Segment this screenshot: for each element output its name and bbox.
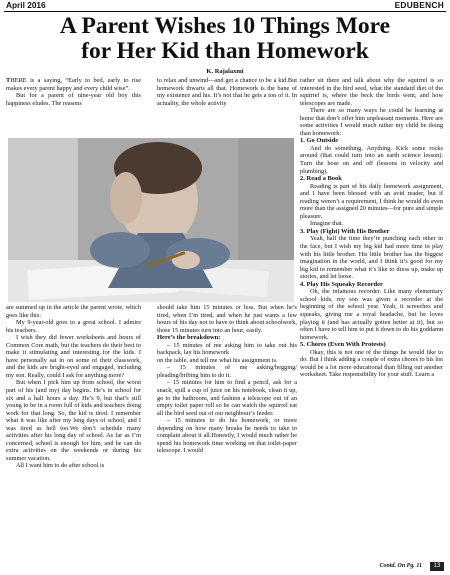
section-heading: 3. Play (Fight) With His Brother — [300, 227, 390, 235]
continued-note: Contd. On Pg. 11 — [379, 563, 422, 569]
paragraph: But for a parent of nine-year old boy this happiness eludes. The reasons — [6, 92, 141, 107]
paragraph: There are so many ways he could be learning at home that don’t offer him unpleasant moments. Here are some activities I would much rather my child be doing than homework: — [300, 107, 443, 137]
paragraph: – 15 minutes of me asking him to take out his backpack, lay his homework — [157, 341, 297, 357]
paragraph: Reading is part of his daily homework assignment, and I have been blessed with an avid reader, but if reading weren’t a requirement, I think he would do even more than the assigned 20 minutes—for pure and simple pleasure. — [300, 182, 443, 220]
column-1-bottom — [6, 304, 141, 570]
section-heading: 5. Chores (Even With Protests) — [300, 341, 386, 349]
page-number: 13 — [430, 562, 444, 571]
publication-name: EDUBENCH — [394, 0, 444, 10]
article-photo-boy-at-homework — [8, 138, 294, 302]
paragraph: But when I pick him up from school, the worst part of his (and my) day begins. He’s in school for six and a half hours a day. He’s 9, but that’s still young to be in a room full of kids and teachers doing work for that long. So, the kid is tired. I remember what it was like after my long days of school, and I was tired as hell too.We don’t schedule many activities after his long day of school. As far as I’m concerned, school is enough for him, and he can do extra activities on the weekends or during his summer vacation. — [6, 379, 141, 462]
paragraph: Yeah, half the time they’re punching each other in the face, but I wish my big kid had more time to play with his little brother. His little brother has the biggest imagination in the world, and I think it’s good for my big kid to remember what it’s like to dress up, make up stories, and let loose. — [300, 235, 443, 281]
paragraph: All I want him to do after school is — [16, 462, 105, 470]
headline-line-2: for Her Kid than Homework — [81, 38, 369, 64]
paragraph: THERE is a saying, “Early to bed, early to rise makes every parent happy and every child wise”. — [6, 77, 141, 92]
column-1-top — [6, 77, 141, 135]
headline-line-1: A Parent Wishes 10 Things More — [59, 13, 391, 39]
paragraph: I wish they did fewer worksheets and hours of Common Core math, but the teachers do their best to make it stimulating and interesting for the kids. I have personally sat in on some of their classwork, and the kids are bright-eyed and engaged, including my son. Really, could I ask for anything more? — [6, 334, 141, 379]
column-2-bottom — [157, 304, 297, 570]
paragraph: should take him 15 minutes or less. But when he’s tired, when I’m tired, and when he just wants a few hours of his day not to have to think about schoolwork, those 15 minutes turn into an hour, easily. — [157, 304, 297, 334]
section-heading: 4. Play His Squeaky Recorder — [300, 280, 383, 288]
paragraph: And do something. Anything. Kick some rocks around (that could turn into an earth science lesson). Turn the hose on and off (lessons in velocity and plumbing). — [300, 144, 443, 175]
section-heading: 1. Go Outside — [300, 137, 339, 145]
paragraph: are summed up in the article the parent wrote, which goes like this: — [6, 304, 141, 319]
paragraph: Imagine that. — [310, 220, 344, 228]
paragraph: My 9-year-old goes to a great school. I admire his teachers. — [6, 319, 141, 334]
paragraph: Oh, the infamous recorder. Like many elementary school kids, my son was given a recorder at the beginning of the school year. Yeah, it screeches and squeaks, giving me a royal headache, but he loves playing it (and has actually gotten better at it), but so often I have to tell him to put it down to do his goddamn homework. — [300, 288, 443, 341]
paragraph: rather sit there and talk about why the squirrel is so interested in the bird seed, what the standard diet of the squirrel is, where the beck the birds went, and how telescopes are made. — [300, 77, 443, 107]
paragraph: – 15 minutes to do his homework, or more depending on how many breaks he needs to take to complain about it all.Honestly, I would much rather he spend his homework time working on that toilet-paper telescope. I would — [157, 417, 297, 455]
article-headline — [4, 14, 446, 64]
issue-date: April 2016 — [6, 0, 46, 10]
article-byline: K. Rajalaxmi — [206, 68, 244, 75]
paragraph: – 15 minutes for him to find a pencil, ask for a snack, spill a cup of juice on his notebook, clean it up, go to the bathroom, and fashion a telescope out of an empty toilet paper roll so he can watch the squirrel eat all the bird seed out of our neighbour’s feeder. — [157, 379, 297, 417]
page-header — [4, 0, 446, 12]
paragraph: – 15 minutes of me asking/begging/ pleading/bribing him to do it. — [157, 364, 297, 379]
column-3 — [300, 77, 443, 565]
paragraph: Okay, this is not one of the things he would like to do. But I think adding a couple of extra chores to his list would be a lot more educational than filling out another worksheet. Take responsibility for your stuff. Learn a — [300, 348, 443, 379]
paragraph: on the table, and tell me what his assignment is. — [157, 356, 278, 364]
photo-illustration — [8, 138, 294, 302]
section-heading: 2. Read a Book — [300, 175, 342, 183]
paragraph: to relax and unwind—and get a chance to be a kid.But homework thwarts all that. Homework is the bane of my existence and his. It’s not that he gets a ton of it. In actuality, the whole activity — [157, 77, 297, 107]
column-2-top — [157, 77, 297, 135]
section-heading: Here’s the breakdown: — [157, 334, 221, 342]
